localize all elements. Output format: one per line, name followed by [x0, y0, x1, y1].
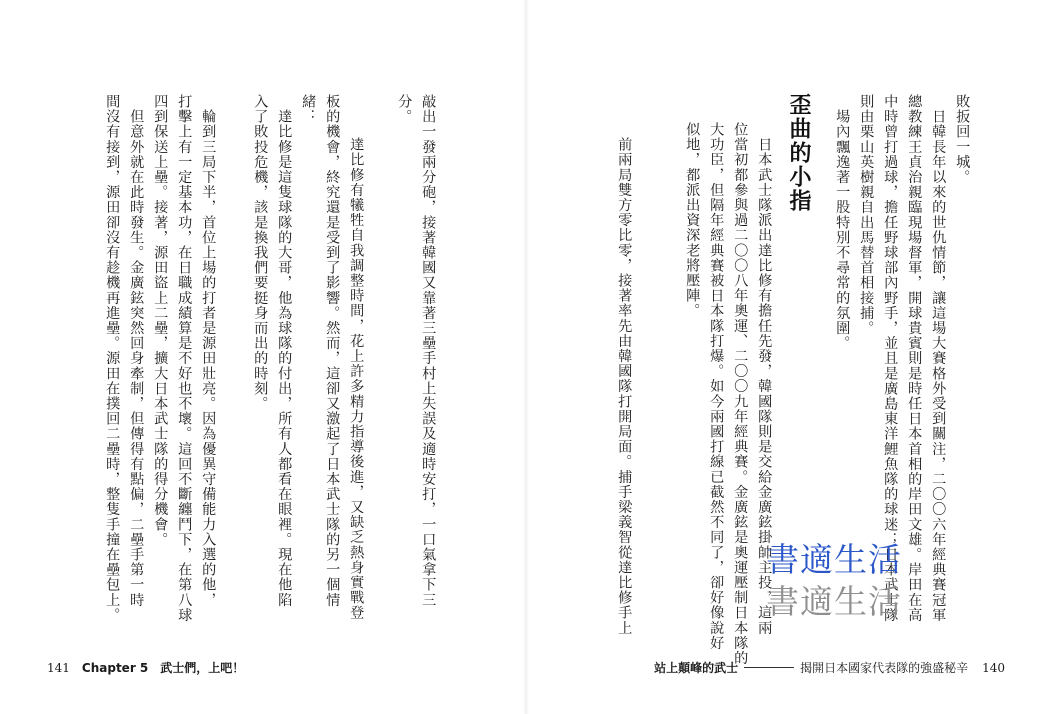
- chapter-label: Chapter 5: [81, 660, 149, 675]
- right-page-text-column: 場內飄逸著一股特別不尋常的氛圍。: [834, 94, 851, 351]
- page-number: 141: [47, 660, 70, 675]
- section-heading: 歪曲的小指: [786, 93, 811, 213]
- publisher-watermark: 書適生活: [766, 540, 902, 579]
- left-page-footer: [47, 659, 244, 676]
- footer-rule: [744, 667, 794, 668]
- left-page-text-column: 板的機會，終究還是受到了影響。然而，這卻又激起了日本武士隊的另一個情: [324, 94, 341, 608]
- right-page-text-column: 似地，都派出資深老將壓陣。: [684, 122, 701, 319]
- left-page-text-column: 達比修是這隻球隊的大哥，他為球隊的付出，所有人都看在眼裡。現在他陷: [276, 94, 293, 608]
- page-number: 140: [982, 660, 1005, 675]
- right-page-text-column: 總教練王貞治親臨現場督軍，開球貴賓則是時任日本首相的岸田文雄。岸田在高: [906, 94, 923, 623]
- right-page-text-column: 位當初都參與過二〇〇八年奧運、二〇〇九年經典賽。金廣鉉是奧運壓制日本隊的: [732, 122, 749, 666]
- chapter-title: 武士們，上吧！: [160, 661, 245, 675]
- right-page-text-column: 大功臣，但隔年經典賽被日本隊打爆。如今兩國打線已截然不同了，卻好像說好: [708, 122, 725, 651]
- right-page-text-column: 中時曾打過球，擔任野球部內野手，並且是廣島東洋鯉魚隊的球迷；日本武士隊: [882, 94, 899, 623]
- left-page-text-column: 分。: [396, 94, 413, 125]
- right-page-text-column: 前兩局雙方零比零，接著率先由韓國隊打開局面。捕手梁義智從達比修手上: [616, 122, 633, 636]
- publisher-watermark-shadow: 書適生活: [766, 582, 902, 621]
- book-gutter: [523, 0, 529, 714]
- left-page-text-column: 輪到三局下半，首位上場的打者是源田壯亮。因為優異守備能力入選的他，: [200, 94, 217, 608]
- right-page-text-column: 日本武士隊派出達比修有擔任先發，韓國隊則是交給金廣鉉掛帥主投，這兩: [756, 122, 773, 636]
- right-page-text-column: 日韓長年以來的世仇情節，讓這場大賽格外受到關注，二〇〇六年經典賽冠軍: [930, 94, 947, 623]
- left-page-text-column: 打擊上有一定基本功，在日職成績算是不好也不壞。這回不斷纏鬥下，在第八球: [176, 94, 193, 623]
- left-page-text-column: 間沒有接到，源田卻沒有趁機再進壘。源田在撲回二壘時，整隻手撞在壘包上。: [104, 94, 121, 623]
- book-subtitle: 揭開日本國家代表隊的強盛秘辛: [800, 661, 969, 675]
- left-page-text-column: 達比修有犧牲自我調整時間，花上許多精力指導後進，又缺乏熱身實戰登: [348, 122, 365, 621]
- right-page-text-column: 敗扳回一城。: [954, 94, 971, 185]
- left-page-text-column: 但意外就在此時發生。金廣鉉突然回身牽制，但傳得有點偏，二壘手第一時: [128, 94, 145, 608]
- left-page-text-column: 入了敗投危機，該是換我們要挺身而出的時刻。: [252, 94, 269, 412]
- book-title: 站上顛峰的武士: [654, 661, 739, 675]
- left-page-text-column: 四到保送上壘。接著，源田盜上二壘，擴大日本武士隊的得分機會。: [152, 94, 169, 547]
- left-page-text-column: 緒：: [300, 94, 317, 125]
- right-page-text-column: 則由栗山英樹親自出馬替首相接捕。: [858, 94, 875, 336]
- right-page-footer: [654, 659, 1005, 676]
- left-page-text-column: 敲出一發兩分砲，接著韓國又靠著三壘手村上失誤及適時安打，一口氣拿下三: [420, 94, 437, 608]
